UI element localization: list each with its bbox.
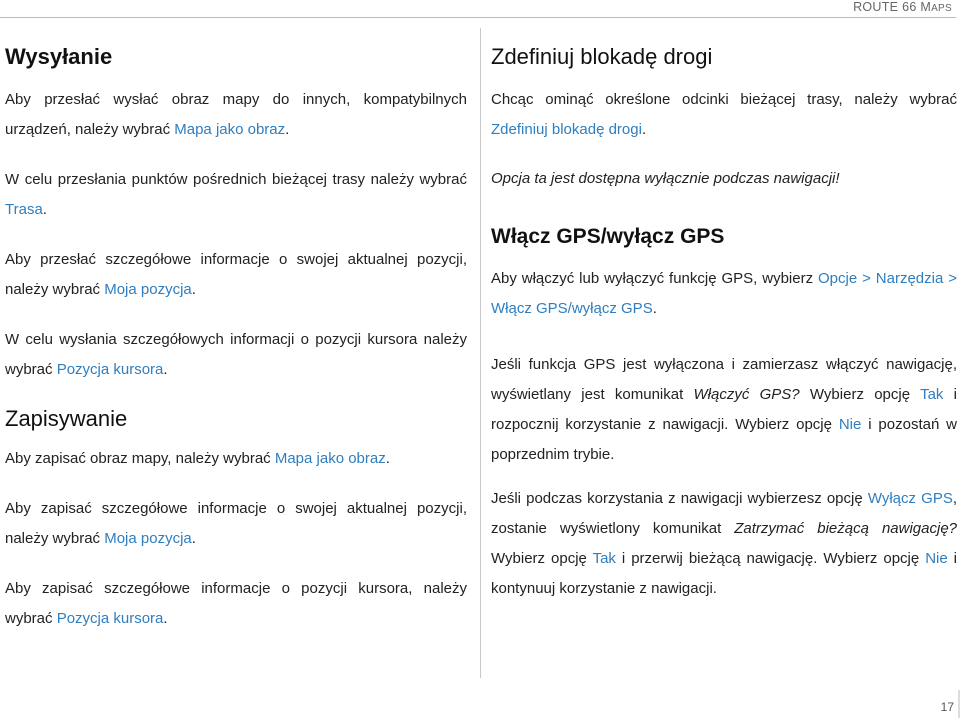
link-save-map-as-image[interactable]: Mapa jako obraz: [274, 450, 386, 467]
page-number: 17: [940, 700, 954, 714]
gps-heading: Włącz GPS/wyłącz GPS: [491, 225, 725, 248]
link-no-continue[interactable]: Nie: [925, 550, 948, 567]
gps-paragraph-3: Jeśli podczas korzystania z nawigacji wybierzesz opcję Wyłącz GPS, zostanie wyświetlony komunikat Zatrzymać bieżącą nawigację? Wybierz opcję Tak i przerwij bieżącą nawigację. Wybierz opcję Nie i kontynuuj korzystanie z nawigacji.: [491, 490, 958, 597]
header-brand: ROUTE 66 MAPS: [853, 0, 952, 14]
roadblock-note: Opcja ta jest dostępna wyłącznie podczas nawigacji!: [491, 170, 840, 187]
roadblock-heading: Zdefiniuj blokadę drogi: [491, 44, 713, 69]
link-define-roadblock[interactable]: Zdefiniuj blokadę drogi: [491, 121, 642, 138]
link-yes-stop[interactable]: Tak: [592, 550, 616, 567]
link-disable-gps[interactable]: Wyłącz GPS: [867, 490, 953, 507]
link-route[interactable]: Trasa: [5, 201, 43, 218]
save-paragraph-3: Aby zapisać szczegółowe informacje o pozycji kursora, należy wybrać Pozycja kursora.: [5, 580, 467, 627]
link-save-cursor-position[interactable]: Pozycja kursora: [56, 610, 164, 627]
link-gps-menu-path[interactable]: Opcje > Narzędzia > Włącz GPS/wyłącz GPS: [491, 270, 957, 317]
send-heading: Wysyłanie: [5, 44, 113, 69]
save-paragraph-1: Aby zapisać obraz mapy, należy wybrać Mapa jako obraz.: [5, 450, 390, 467]
save-paragraph-2: Aby zapisać szczegółowe informacje o swojej aktualnej pozycji, należy wybrać Moja pozycja.: [5, 500, 467, 547]
gps-paragraph-1: Aby włączyć lub wyłączyć funkcję GPS, wybierz Opcje > Narzędzia > Włącz GPS/wyłącz GPS.: [491, 270, 957, 317]
link-map-as-image[interactable]: Mapa jako obraz: [174, 121, 286, 138]
save-heading: Zapisywanie: [5, 406, 128, 431]
link-save-my-position[interactable]: Moja pozycja: [104, 530, 192, 547]
link-cursor-position[interactable]: Pozycja kursora: [56, 361, 164, 378]
page-header: [0, 0, 956, 18]
link-yes[interactable]: Tak: [920, 386, 944, 403]
roadblock-paragraph: Chcąc ominąć określone odcinki bieżącej trasy, należy wybrać Zdefiniuj blokadę drogi.: [491, 91, 957, 138]
gps-paragraph-2: Jeśli funkcja GPS jest wyłączona i zamierzasz włączyć nawigację, wyświetlany jest komunikat Włączyć GPS? Wybierz opcję Tak i rozpocznij korzystanie z nawigacji. Wybierz opcję Nie i pozostań w poprzednim trybie.: [491, 356, 957, 463]
send-paragraph-1: Aby przesłać wysłać obraz mapy do innych, kompatybilnych urządzeń, należy wybrać Mapa jako obraz.: [5, 91, 467, 138]
link-my-position[interactable]: Moja pozycja: [104, 281, 192, 298]
send-paragraph-3: Aby przesłać szczegółowe informacje o swojej aktualnej pozycji, należy wybrać Moja pozycja.: [5, 251, 467, 298]
send-paragraph-4: W celu wysłania szczegółowych informacji o pozycji kursora należy wybrać Pozycja kursora.: [5, 331, 467, 378]
column-divider: [480, 28, 481, 678]
link-no[interactable]: Nie: [838, 416, 862, 433]
send-paragraph-2: W celu przesłania punktów pośrednich bieżącej trasy należy wybrać Trasa.: [5, 171, 467, 218]
